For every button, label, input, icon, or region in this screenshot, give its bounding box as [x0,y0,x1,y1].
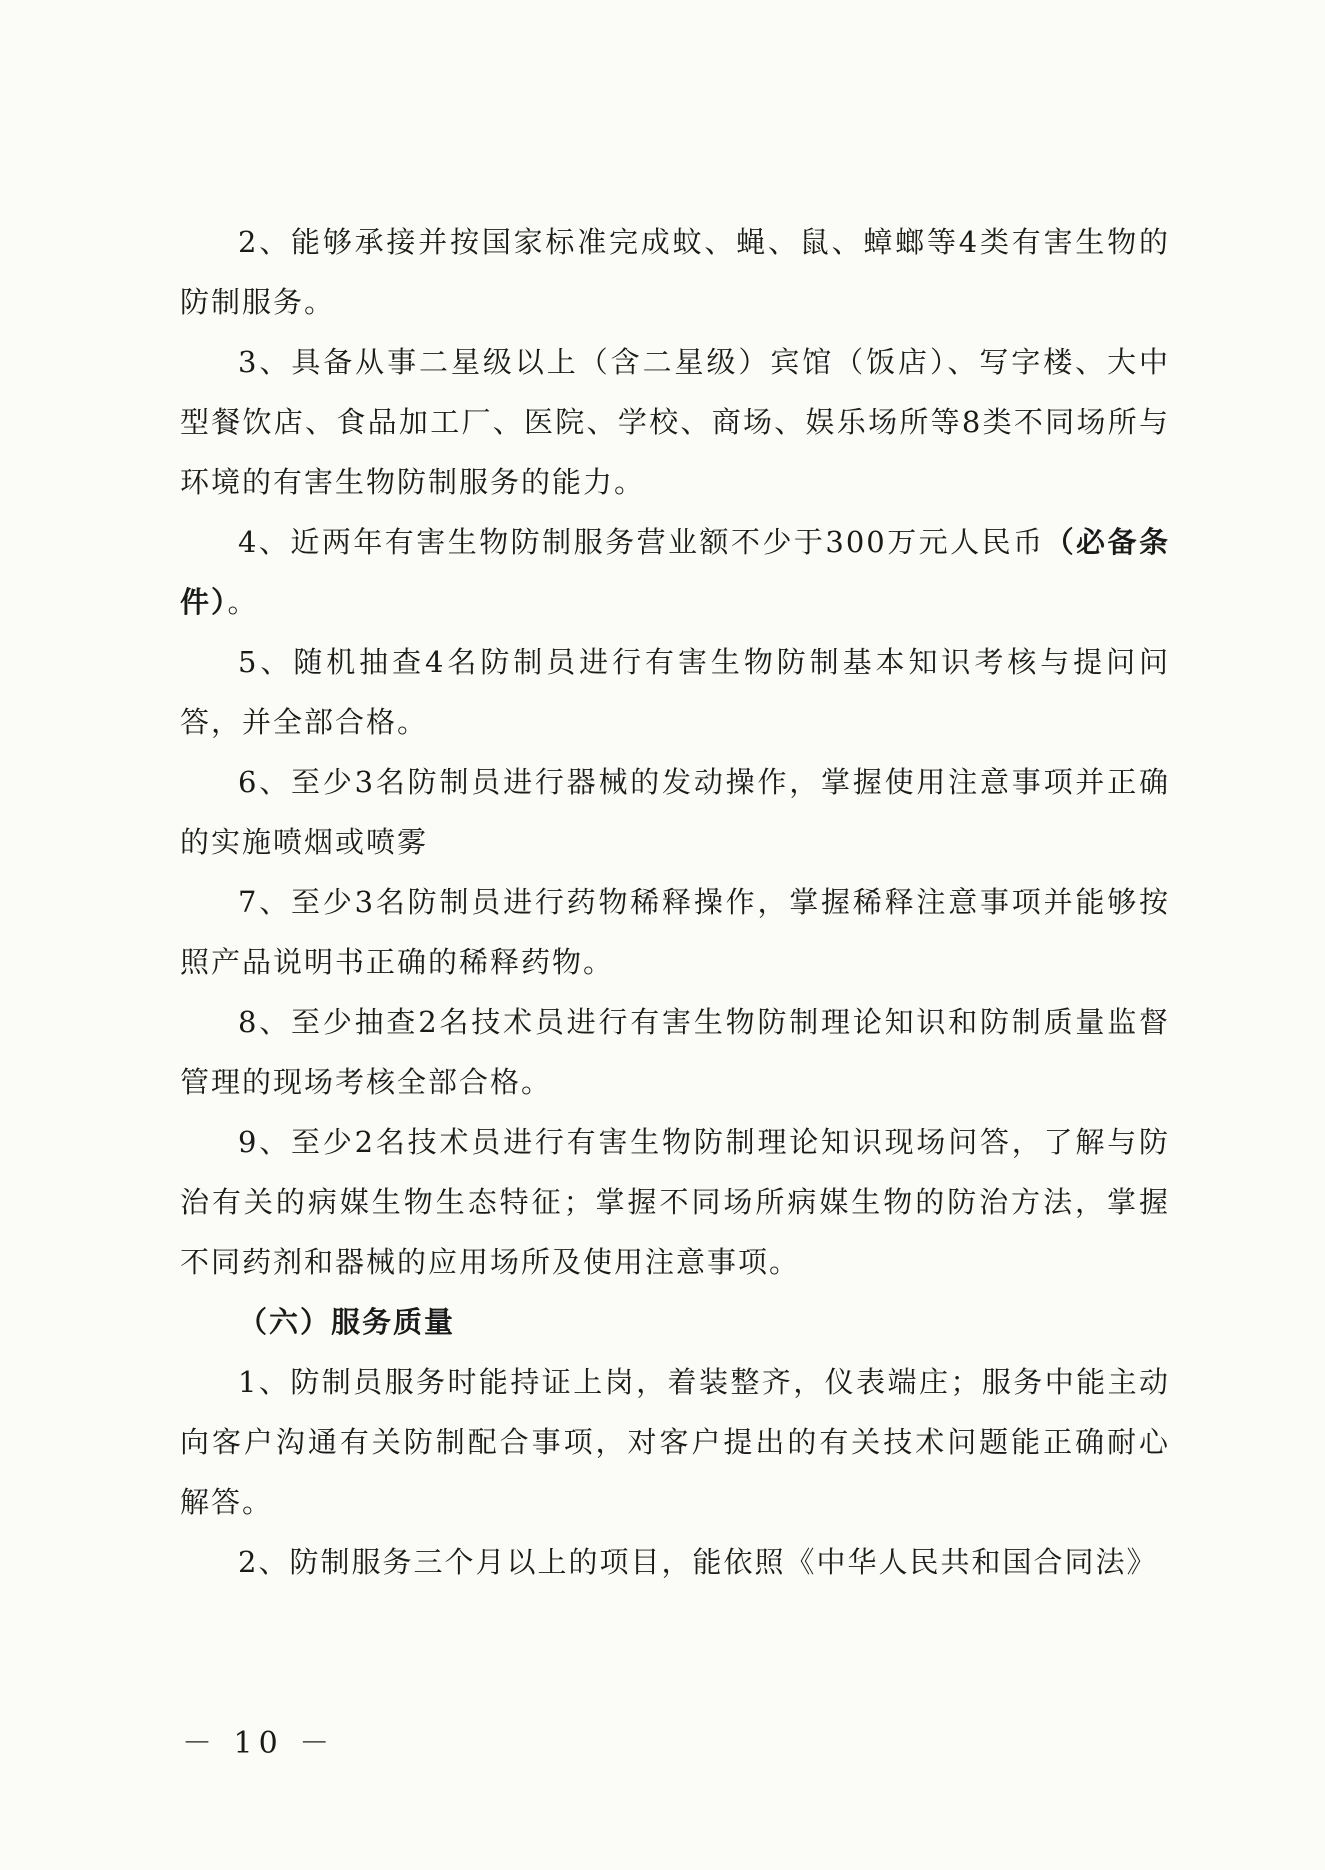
paragraph-text: 2、能够承接并按国家标准完成蚊、蝇、鼠、蟑螂等4类有害生物的防制服务。 [180,225,1170,319]
paragraph-text: 2、防制服务三个月以上的项目，能依照《中华人民共和国合同法》 [238,1545,1158,1579]
paragraph-item-6 [180,752,1170,872]
paragraph-item-4 [180,512,1170,632]
paragraph-text: 8、至少抽查2名技术员进行有害生物防制理论知识和防制质量监督管理的现场考核全部合格。 [180,1005,1170,1099]
page-number: － 10 － [182,1726,336,1761]
paragraph-text: 9、至少2名技术员进行有害生物防制理论知识现场问答，了解与防治有关的病媒生物生态特征；掌握不同场所病媒生物的防治方法，掌握不同药剂和器械的应用场所及使用注意事项。 [180,1125,1170,1279]
document-body [180,212,1170,1592]
service-quality-item-2 [180,1532,1170,1592]
paragraph-item-9 [180,1112,1170,1292]
paragraph-item-2 [180,212,1170,332]
paragraph-item-8 [180,992,1170,1112]
paragraph-item-5 [180,632,1170,752]
paragraph-text: 3、具备从事二星级以上（含二星级）宾馆（饭店）、写字楼、大中型餐饮店、食品加工厂、医院、学校、商场、娱乐场所等8类不同场所与环境的有害生物防制服务的能力。 [180,345,1170,499]
required-condition-note: （必备条件） [180,525,1170,619]
section-heading-service-quality: （六）服务质量 [238,1305,456,1339]
paragraph-item-3 [180,332,1170,512]
paragraph-text: 5、随机抽查4名防制员进行有害生物防制基本知识考核与提问问答，并全部合格。 [180,645,1170,739]
service-quality-item-1 [180,1352,1170,1532]
paragraph-text: 7、至少3名防制员进行药物稀释操作，掌握稀释注意事项并能够按照产品说明书正确的稀释药物。 [180,885,1170,979]
paragraph-text: 1、防制员服务时能持证上岗，着装整齐，仪表端庄；服务中能主动向客户沟通有关防制配合事项，对客户提出的有关技术问题能正确耐心解答。 [180,1365,1170,1519]
paragraph-item-7 [180,872,1170,992]
paragraph-text: 6、至少3名防制员进行器械的发动操作，掌握使用注意事项并正确的实施喷烟或喷雾 [180,765,1170,859]
paragraph-end-punctuation: 。 [227,585,259,619]
paragraph-text: 4、近两年有害生物防制服务营业额不少于300万元人民币 [238,525,1045,559]
